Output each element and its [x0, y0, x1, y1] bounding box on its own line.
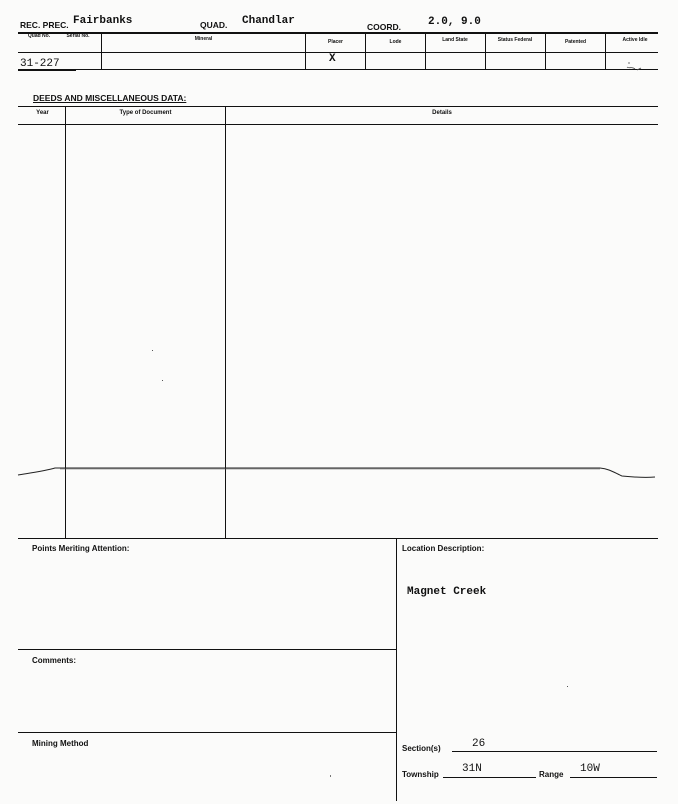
quad-serial-value: 31-227	[20, 58, 60, 70]
col-header-status-federal: Status Federal	[497, 37, 533, 43]
claims-col-divider	[425, 33, 426, 70]
claims-col-divider	[485, 33, 486, 70]
placer-mark: X	[329, 53, 336, 65]
col-header-patented: Patented	[564, 39, 587, 45]
col-header-land-state: Land State	[442, 37, 468, 43]
location-description-value: Magnet Creek	[407, 586, 487, 598]
claims-col-divider	[545, 33, 546, 70]
col-header-mineral: Mineral	[194, 36, 213, 42]
rec-prec-value: Fairbanks	[73, 15, 133, 27]
deeds-col-details: Details	[432, 110, 452, 116]
fold-line	[0, 455, 678, 485]
comments-label: Comments:	[32, 656, 77, 665]
mining-method-label: Mining Method	[32, 739, 89, 748]
deeds-header-rule	[18, 124, 658, 125]
township-underline	[443, 777, 536, 778]
range-label: Range	[539, 770, 564, 779]
col-header-active-idle: Active Idle	[622, 37, 648, 43]
speck	[567, 686, 568, 687]
claims-col-divider	[305, 33, 306, 70]
deeds-col-type: Type of Document	[119, 110, 172, 116]
range-underline	[570, 777, 657, 778]
col-header-quad-no: Quad No.	[27, 33, 51, 39]
speck	[330, 775, 331, 777]
points-bottom-rule	[18, 649, 396, 650]
coord-label: COORD.	[367, 22, 401, 32]
active-idle-scribble	[620, 60, 644, 72]
township-value: 31N	[462, 763, 482, 775]
col-header-lode: Lode	[389, 39, 402, 45]
speck	[152, 350, 153, 351]
township-label: Township	[402, 770, 439, 779]
points-meriting-attention-label: Points Meriting Attention:	[32, 544, 130, 553]
sections-underline	[452, 751, 657, 752]
deeds-col-year: Year	[36, 110, 49, 116]
col-header-serial-no: Serial No.	[66, 33, 90, 39]
deeds-top-rule	[18, 106, 658, 107]
location-description-label: Location Description:	[402, 544, 485, 553]
deeds-section-title: DEEDS AND MISCELLANEOUS DATA:	[33, 93, 187, 103]
lower-center-divider	[396, 539, 397, 801]
claims-col-divider	[365, 33, 366, 70]
header-rule	[18, 32, 658, 34]
quad-value: Chandlar	[242, 15, 295, 27]
sections-label: Section(s)	[402, 744, 441, 753]
claims-table-header-rule	[18, 52, 658, 53]
quad-label: QUAD.	[200, 20, 228, 30]
lower-top-rule	[18, 538, 658, 539]
rec-prec-label: REC. PREC.	[20, 20, 69, 30]
range-value: 10W	[580, 763, 600, 775]
col-header-placer: Placer	[327, 39, 343, 45]
claims-col-divider	[605, 33, 606, 70]
coord-value: 2.0, 9.0	[428, 16, 481, 28]
comments-bottom-rule	[18, 732, 396, 733]
sections-value: 26	[472, 738, 486, 750]
speck	[162, 380, 163, 381]
claims-table-bottom-rule	[18, 69, 658, 70]
quad-serial-underline	[18, 70, 76, 71]
